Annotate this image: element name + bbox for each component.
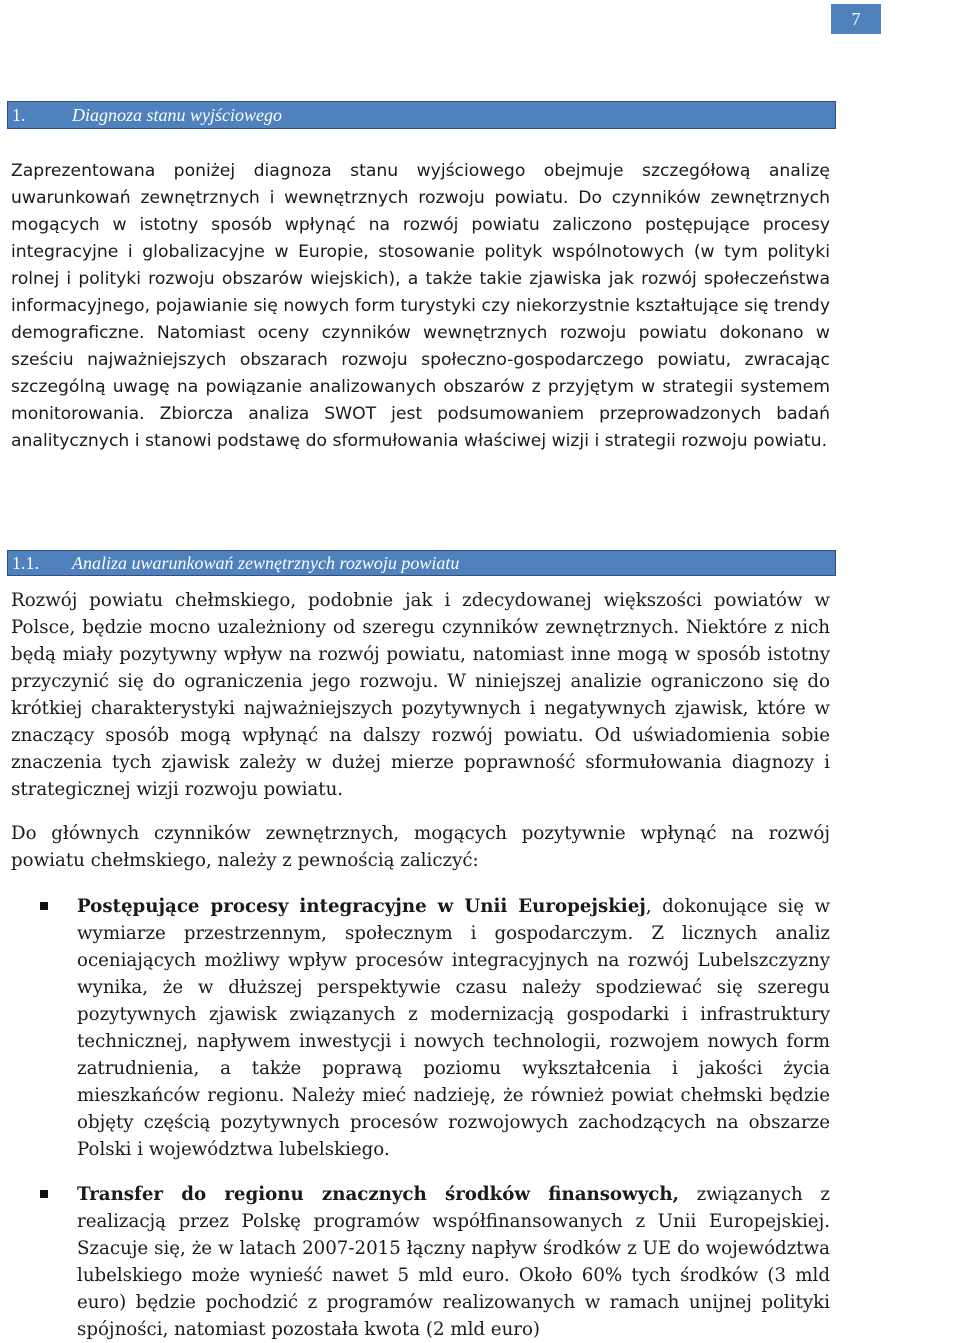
subsection-number: 1.1.: [12, 552, 39, 573]
list-item-body: , dokonujące się w wymiarze przestrzennym, społecznym i gospodarczym. Z licznych analiz oceniających możliwy wpływ procesów integracyjnych na rozwój Lubelszczyzny wynika, że w dłuższej perspektywie czasu należy spodziewać się szeregu pozytywnych zjawisk związanych z modernizacją gospodarki i infrastruktury technicznej, napływem inwestycji i nowych technologii, rozwojem nowych form zatrudnienia, a także poprawą poziomu wykształcenia i jakości życia mieszkańców regionu. Należy mieć nadzieję, że również powiat chełmski będzie objęty częścią pozytywnych procesów rozwojowych zachodzących na obszarze Polski i województwa lubelskiego.: [77, 896, 831, 1160]
factors-intro-paragraph: Do głównych czynników zewnętrznych, mogących pozytywnie wpłynąć na rozwój powiatu chełmskiego, należy z pewnością zaliczyć:: [11, 823, 830, 871]
subsection-heading-analiza: [7, 550, 836, 576]
list-item-bold-lead: Transfer do regionu znacznych środków finansowych,: [77, 1184, 679, 1205]
list-item-text: [77, 893, 830, 1163]
list-item: [38, 893, 830, 1163]
list-item-body: związanych z realizacją przez Polskę programów współfinansowanych z Unii Europejskiej. Szacuje się, że w latach 2007-2015 łączny napływ środków z UE do województwa lubelskiego może wynieść nawet 5 mld euro. Około 60% tych środków (3 mld euro) będzie pochodzić z programów realizowanych w ramach unijnej polityki spójności, natomiast pozostała kwota (2 mld euro): [77, 1184, 830, 1340]
list-item-text: [77, 1181, 830, 1343]
list-item: [38, 1181, 830, 1343]
section-number: 1.: [12, 104, 26, 125]
square-bullet-icon: [40, 902, 48, 910]
page-number: 7: [831, 4, 881, 34]
section-heading-diagnoza: [7, 101, 836, 129]
intro-paragraph: Zaprezentowana poniżej diagnoza stanu wyjściowego obejmuje szczegółową analizę uwarunkowań zewnętrznych i wewnętrznych rozwoju powiatu. Do czynników zewnętrznych mogących w istotny sposób wpłynąć na rozwój powiatu zaliczono postępujące procesy integracyjne i globalizacyjne w Europie, stosowanie polityk wspólnotowych (w tym polityki rolnej i polityki rozwoju obszarów wiejskich), a także takie zjawiska jak rozwój społeczeństwa informacyjnego, pojawianie się nowych form turystyki czy niekorzystnie kształtujące się trendy demograficzne. Natomiast oceny czynników wewnętrznych rozwoju powiatu dokonano w sześciu najważniejszych obszarach rozwoju społeczno-gospodarczego powiatu, zwracając szczególną uwagę na powiązanie analizowanych obszarów z przyjętym w strategii systemem monitorowania. Zbiorcza analiza SWOT jest podsumowaniem przeprowadzonych badań analitycznych i stanowi podstawę do sformułowania właściwej wizji i strategii rozwoju powiatu.: [11, 161, 830, 451]
section-title: Diagnoza stanu wyjściowego: [72, 104, 282, 125]
subsection-title: Analiza uwarunkowań zewnętrznych rozwoju powiatu: [72, 552, 460, 573]
list-item-bold-lead: Postępujące procesy integracyjne w Unii Europejskiej: [77, 896, 646, 917]
square-bullet-icon: [40, 1190, 48, 1198]
analysis-paragraph: Rozwój powiatu chełmskiego, podobnie jak i zdecydowanej większości powiatów w Polsce, będzie mocno uzależniony od szeregu czynników zewnętrznych. Niektóre z nich będą miały pozytywny wpływ na rozwój powiatu, natomiast inne mogą w sposób istotny przyczynić się do ograniczenia jego rozwoju. W niniejszej analizie ograniczono się do krótkiej charakterystyki najważniejszych pozytywnych i negatywnych zjawisk, które w znaczący sposób mogą wpłynąć na dalszy rozwój powiatu. Od uświadomienia sobie znaczenia tych zjawisk zależy w dużej mierze poprawność sformułowania diagnozy i strategicznej wizji rozwoju powiatu.: [11, 590, 830, 800]
